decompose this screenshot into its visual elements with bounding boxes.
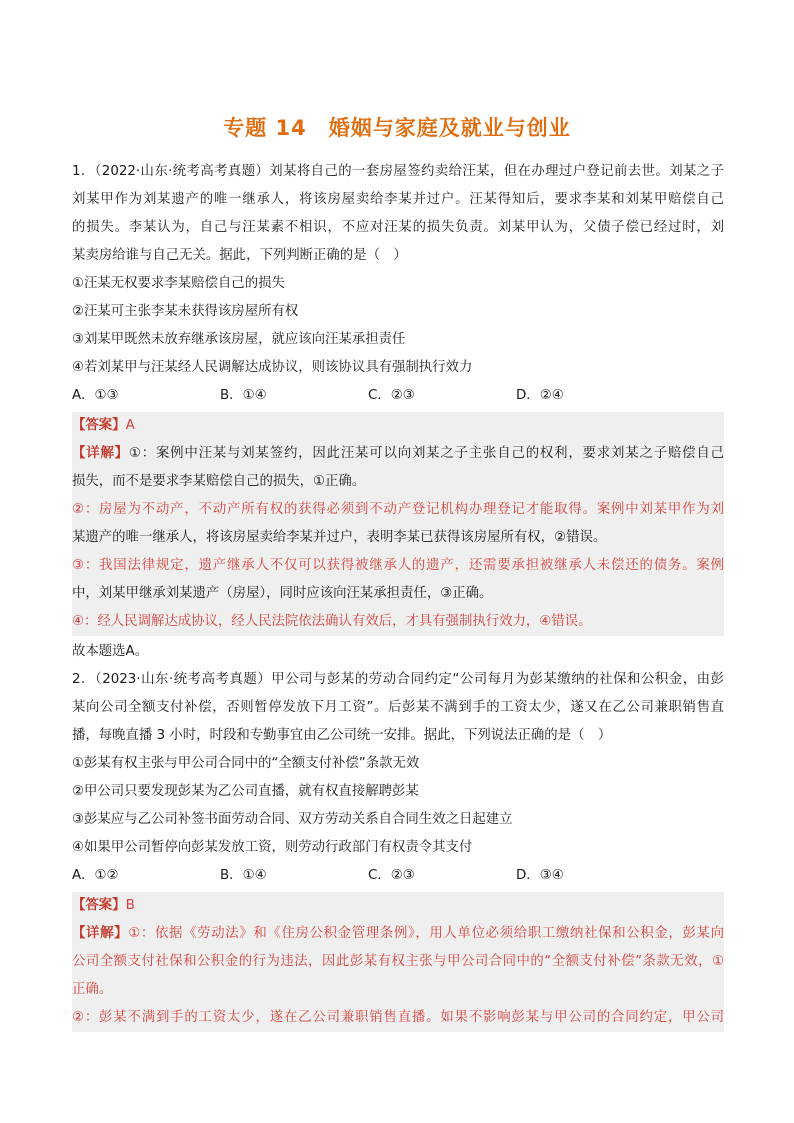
q1-detail-line: 中，刘某甲继承刘某遗产（房屋），同时应该向汪某承担责任，③正确。	[72, 586, 493, 601]
q2-stem-line: 播，每晚直播 3 小时，时段和专勤事宜由乙公司统一安排。据此，下列说法正确的是（ ）	[72, 728, 612, 743]
q1-detail-line: 某遗产的唯一继承人，将该房屋卖给李某并过户，表明李某已获得该房屋所有权，②错误。	[72, 530, 607, 545]
q2-detail-line: 【详解】①：依据《劳动法》和《住房公积金管理条例》，用人单位必须给职工缴纳社保和公积金，彭某向	[72, 926, 724, 941]
q2-option-d: D．③④	[516, 868, 564, 883]
page-title: 专题 14 婚姻与家庭及就业与创业	[223, 116, 571, 140]
q2-detail-line: ②：彭某不满到手的工资太少，遂在乙公司兼职销售直播。如果不影响彭某与甲公司的合同约定，甲公司	[72, 1010, 724, 1025]
q1-option-b: B．①④	[220, 388, 267, 403]
q2-item: ②甲公司只要发现彭某为乙公司直播，就有权直接解聘彭某	[72, 784, 419, 799]
question-2	[72, 666, 724, 1032]
q1-detail-line: 【详解】①：案例中汪某与刘某签约，因此汪某可以向刘某之子主张自己的权利，要求刘某之子赔偿自己	[72, 446, 724, 461]
q1-option-d: D．②④	[516, 388, 564, 403]
question-1	[72, 158, 724, 666]
detail-label: 【详解】	[72, 926, 129, 941]
q2-item: ④如果甲公司暂停向彭某发放工资，则劳动行政部门有权责令其支付	[72, 840, 473, 855]
q1-stem-line: 刘某甲作为刘某遗产的唯一继承人，将该房屋卖给李某并过户。汪某得知后，要求李某和刘某甲赔偿自己	[72, 192, 724, 207]
q1-item: ①汪某无权要求李某赔偿自己的损失	[72, 276, 285, 291]
q2-option-c: C．②③	[368, 868, 415, 883]
q2-item: ①彭某有权主张与甲公司合同中的“全额支付补偿”条款无效	[72, 756, 420, 771]
answer-label: 【答案】	[72, 418, 126, 433]
q2-answer-block	[72, 892, 724, 1032]
answer-value: B	[125, 898, 135, 913]
q1-item: ②汪某可主张李某未获得该房屋所有权	[72, 304, 299, 319]
q2-options	[72, 862, 724, 890]
q2-option-a: A．①②	[72, 868, 119, 883]
q1-detail-line: ④：经人民调解达成协议，经人民法院依法确认有效后，才具有强制执行效力，④错误。	[72, 614, 592, 629]
q1-option-c: C．②③	[368, 388, 415, 403]
q1-options	[72, 382, 724, 410]
q2-item: ③彭某应与乙公司补签书面劳动合同、双方劳动关系自合同生效之日起建立	[72, 812, 513, 827]
q1-answer-block	[72, 412, 724, 636]
q2-option-b: B．①④	[220, 868, 267, 883]
q1-item: ④若刘某甲与汪某经人民调解达成协议，则该协议具有强制执行效力	[72, 360, 473, 375]
q1-detail-line: ③：我国法律规定，遗产继承人不仅可以获得被继承人的遗产，还需要承担被继承人未偿还的债务。案例	[72, 558, 724, 573]
q1-conclusion: 故本题选A。	[72, 644, 149, 659]
answer-label: 【答案】	[72, 898, 126, 913]
q2-stem-line: 某向公司全额支付补偿，否则暂停发放下月工资”。后彭某不满到手的工资太少，遂又在乙公司兼职销售直	[72, 700, 724, 715]
q1-stem-line: 某卖房给谁与自己无关。据此，下列判断正确的是（ ）	[72, 248, 407, 263]
q1-detail-line: 损失，而不是要求李某赔偿自己的损失，①正确。	[72, 474, 366, 489]
content	[72, 158, 724, 1034]
q2-detail-line: 公司全额支付社保和公积金的行为违法，因此彭某有权主张与甲公司合同中的“全额支付补偿”条款无效，①	[72, 954, 724, 969]
q1-answer	[72, 412, 724, 440]
q1-detail-line: ②：房屋为不动产，不动产所有权的获得必须到不动产登记机构办理登记才能取得。案例中刘某甲作为刘	[72, 502, 724, 517]
q2-detail-line: 正确。	[72, 982, 113, 997]
q1-item: ③刘某甲既然未放弃继承该房屋，就应该向汪某承担责任	[72, 332, 406, 347]
detail-label: 【详解】	[72, 446, 129, 461]
q1-stem-line: 1．（2022·山东·统考高考真题）刘某将自己的一套房屋签约卖给汪某，但在办理过户登记前去世。刘某之子	[72, 164, 724, 179]
q1-option-a: A．①③	[72, 388, 119, 403]
q2-answer	[72, 892, 724, 920]
q2-stem-line: 2．（2023·山东·统考高考真题）甲公司与彭某的劳动合同约定“公司每月为彭某缴纳的社保和公积金，由彭	[72, 672, 724, 687]
q1-stem-line: 的损失。李某认为，自己与汪某素不相识，不应对汪某的损失负责。刘某甲认为，父债子偿已经过时，刘	[72, 220, 724, 235]
answer-value: A	[125, 418, 135, 433]
